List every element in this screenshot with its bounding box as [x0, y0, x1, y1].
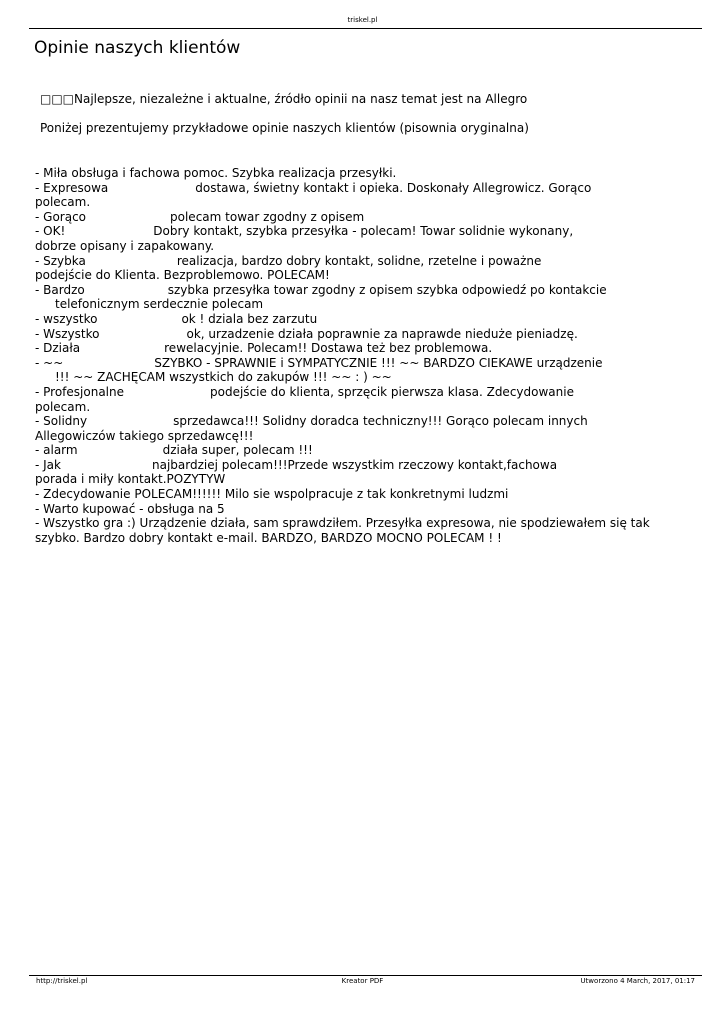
- intro-text: □□□Najlepsze, niezależne i aktualne, źródło opinii na nasz temat jest na Allegro: [40, 92, 528, 106]
- review-line: - wszystko ok ! dziala bez zarzutu: [35, 311, 318, 326]
- review-item: [35, 224, 700, 253]
- page-title: Opinie naszych klientów: [34, 38, 241, 58]
- review-line: - ~~ SZYBKO - SPRAWNIE i SYMPATYCZNIE !!! ~~ BARDZO CIEKAWE urządzenie: [35, 355, 603, 370]
- review-item: [35, 458, 700, 487]
- review-item: [35, 312, 700, 327]
- review-continuation: polecam.: [35, 195, 91, 210]
- review-item: [35, 210, 700, 225]
- review-line: - Solidny sprzedawca!!! Solidny doradca techniczny!!! Gorąco polecam innych: [35, 414, 588, 429]
- review-line: - Wszystko gra :) Urządzenie działa, sam sprawdziłem. Przesyłka expresowa, nie spodziewałem się tak: [35, 516, 650, 531]
- review-item: [35, 341, 700, 356]
- review-item: [35, 166, 700, 181]
- review-item: [35, 356, 700, 385]
- reviews-list: [35, 166, 700, 545]
- review-item: [35, 414, 700, 443]
- review-line: - Bardzo szybka przesyłka towar zgodny z opisem szybka odpowiedź po kontakcie: [35, 282, 607, 297]
- review-line: - Expresowa dostawa, świetny kontakt i opieka. Doskonały Allegrowicz. Gorąco: [35, 180, 592, 195]
- review-continuation: Allegowiczów takiego sprzedawcę!!!: [35, 428, 254, 443]
- review-continuation: polecam.: [35, 399, 91, 414]
- review-item: [35, 443, 700, 458]
- review-item: [35, 327, 700, 342]
- review-line: - Jak najbardziej polecam!!!Przede wszystkim rzeczowy kontakt,fachowa: [35, 457, 558, 472]
- review-continuation: dobrze opisany i zapakowany.: [35, 238, 215, 253]
- review-item: [35, 254, 700, 283]
- review-line: - Szybka realizacja, bardzo dobry kontakt, solidne, rzetelne i poważne: [35, 253, 542, 268]
- review-continuation: szybko. Bardzo dobry kontakt e-mail. BARDZO, BARDZO MOCNO POLECAM ! !: [35, 530, 502, 545]
- header-host: triskel.pl: [347, 16, 378, 24]
- review-item: [35, 502, 700, 517]
- review-line: - Wszystko ok, urzadzenie działa poprawnie za naprawde nieduże pieniadzę.: [35, 326, 578, 341]
- review-line: - OK! Dobry kontakt, szybka przesyłka - polecam! Towar solidnie wykonany,: [35, 224, 574, 239]
- header-divider: [29, 28, 702, 29]
- footer-generator: Kreator PDF: [341, 977, 384, 985]
- review-item: [35, 516, 700, 545]
- footer-url: http://triskel.pl: [36, 977, 88, 985]
- review-line: - alarm działa super, polecam !!!: [35, 443, 313, 458]
- review-line: - Warto kupować - obsługa na 5: [35, 501, 225, 516]
- review-line: - Działa rewelacyjnie. Polecam!! Dostawa też bez problemowa.: [35, 341, 493, 356]
- footer-divider: [29, 975, 702, 976]
- review-line: - Zdecydowanie POLECAM!!!!!! Milo sie wspolpracuje z tak konkretnymi ludzmi: [35, 487, 509, 502]
- review-item: [35, 385, 700, 414]
- review-item: [35, 181, 700, 210]
- review-item: [35, 283, 700, 312]
- review-continuation: porada i miły kontakt.POZYTYW: [35, 472, 226, 487]
- review-continuation: podejście do Klienta. Bezproblemowo. POLECAM!: [35, 268, 330, 283]
- review-line: - Profesjonalne podejście do klienta, sprzęcik pierwsza klasa. Zdecydowanie: [35, 384, 574, 399]
- review-continuation: telefonicznym serdecznie polecam: [55, 297, 264, 312]
- review-line: - Miła obsługa i fachowa pomoc. Szybka realizacja przesyłki.: [35, 166, 397, 180]
- review-line: - Gorąco polecam towar zgodny z opisem: [35, 209, 365, 224]
- footer-created: Utworzono 4 March, 2017, 01:17: [580, 977, 695, 985]
- review-item: [35, 487, 700, 502]
- intro-subtext: Poniżej prezentujemy przykładowe opinie naszych klientów (pisownia oryginalna): [40, 121, 529, 135]
- review-continuation: !!! ~~ ZACHĘCAM wszystkich do zakupów !!! ~~ : ) ~~: [55, 370, 392, 385]
